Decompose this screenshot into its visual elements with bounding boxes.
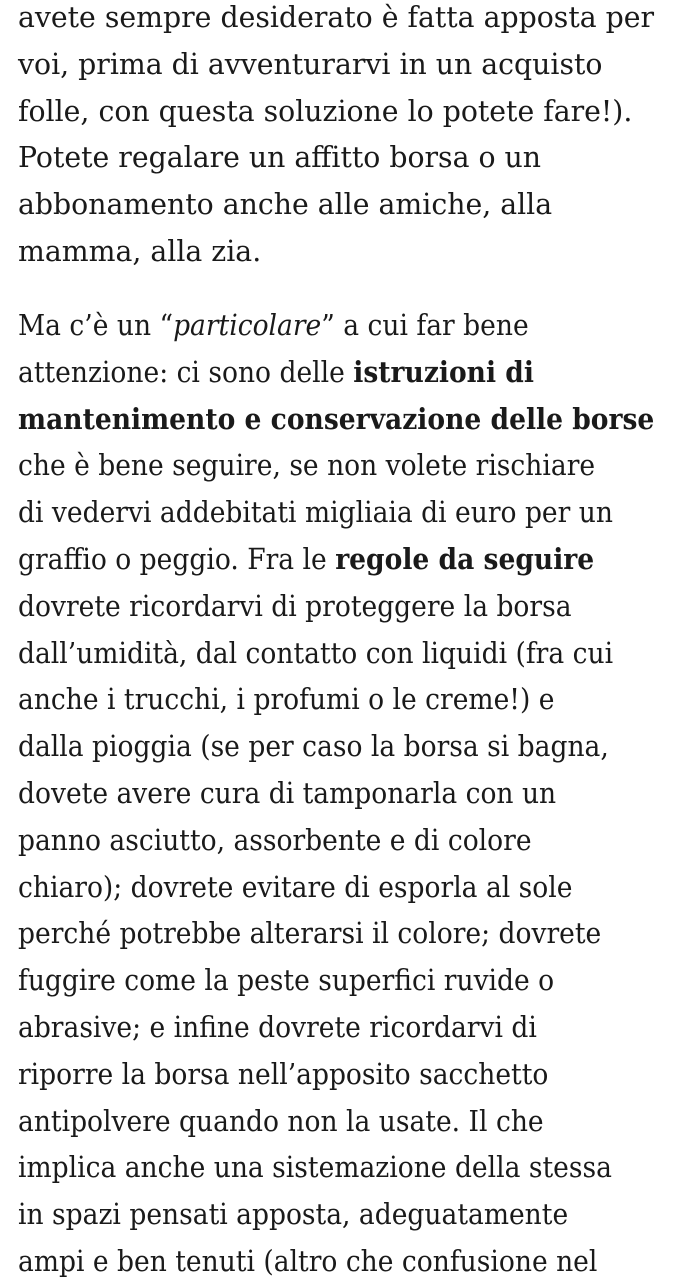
- text-line: [18, 396, 654, 443]
- text-line: [18, 630, 654, 677]
- text-line: [18, 302, 654, 349]
- bold-text: istruzioni di: [353, 354, 534, 389]
- article-paragraph: [18, 0, 669, 275]
- text-line: [18, 536, 654, 583]
- text-run: dovrete ricordarvi di proteggere la borsa: [18, 588, 572, 623]
- text-line: [18, 864, 654, 911]
- text-line: [18, 228, 654, 275]
- text-run: mamma, alla zia.: [18, 233, 262, 268]
- text-run: anche i trucchi, i profumi o le creme!) e: [18, 682, 555, 717]
- text-line: [18, 181, 654, 228]
- text-run: Potete regalare un affitto borsa o un: [18, 140, 542, 175]
- text-run: fuggire come la peste superfici ruvide o: [18, 963, 555, 998]
- text-run: dalla pioggia (se per caso la borsa si bagna,: [18, 729, 609, 764]
- bold-text: mantenimento e conservazione delle borse: [18, 401, 655, 436]
- text-line: [18, 134, 654, 181]
- text-run: folle, con questa soluzione lo potete fare!).: [18, 93, 633, 128]
- text-line: [18, 583, 654, 630]
- text-run: graffio o peggio. Fra le: [18, 541, 336, 576]
- text-line: [18, 349, 654, 396]
- text-line: [18, 1051, 654, 1098]
- article-paragraph: [18, 302, 674, 1280]
- text-run: panno asciutto, assorbente e di colore: [18, 822, 532, 857]
- bold-text: regole da seguire: [335, 541, 595, 576]
- text-line: [18, 1004, 654, 1051]
- text-line: [18, 1098, 654, 1145]
- text-run: che è bene seguire, se non volete rischiare: [18, 448, 596, 483]
- text-line: [18, 1191, 654, 1238]
- text-line: [18, 442, 654, 489]
- text-run: ampi e ben tenuti (altro che confusione nel: [18, 1243, 598, 1278]
- text-run: abrasive; e infine dovrete ricordarvi di: [18, 1009, 537, 1044]
- text-line: [18, 1238, 654, 1280]
- text-line: [18, 489, 654, 536]
- text-run: implica anche una sistemazione della stessa: [18, 1150, 612, 1185]
- text-line: [18, 957, 654, 1004]
- text-line: [18, 770, 654, 817]
- text-line: [18, 817, 654, 864]
- text-run: di vedervi addebitati migliaia di euro per un: [18, 495, 613, 530]
- text-run: riporre la borsa nell’apposito sacchetto: [18, 1056, 549, 1091]
- text-run: dovete avere cura di tamponarla con un: [18, 775, 557, 810]
- text-run: abbonamento anche alle amiche, alla: [18, 187, 553, 222]
- text-run: antipolvere quando non la usate. Il che: [18, 1103, 544, 1138]
- italic-text: particolare: [173, 308, 322, 342]
- text-run: perché potrebbe alterarsi il colore; dovrete: [18, 916, 602, 951]
- text-line: [18, 1144, 654, 1191]
- text-run: voi, prima di avventurarvi in un acquisto: [18, 46, 603, 81]
- text-line: [18, 676, 654, 723]
- text-run: dall’umidità, dal contatto con liquidi (fra cui: [18, 635, 614, 670]
- text-run: Ma c’è un “: [18, 308, 174, 342]
- text-line: [18, 41, 654, 88]
- text-line: [18, 0, 654, 41]
- text-line: [18, 88, 654, 135]
- text-line: [18, 723, 654, 770]
- text-run: in spazi pensati apposta, adeguatamente: [18, 1197, 569, 1232]
- text-run: avete sempre desiderato è fatta apposta per: [18, 0, 655, 34]
- text-run: chiaro); dovrete evitare di esporla al sole: [18, 869, 573, 904]
- text-run: ” a cui far bene: [321, 308, 529, 342]
- text-line: [18, 910, 654, 957]
- text-run: attenzione: ci sono delle: [18, 354, 354, 389]
